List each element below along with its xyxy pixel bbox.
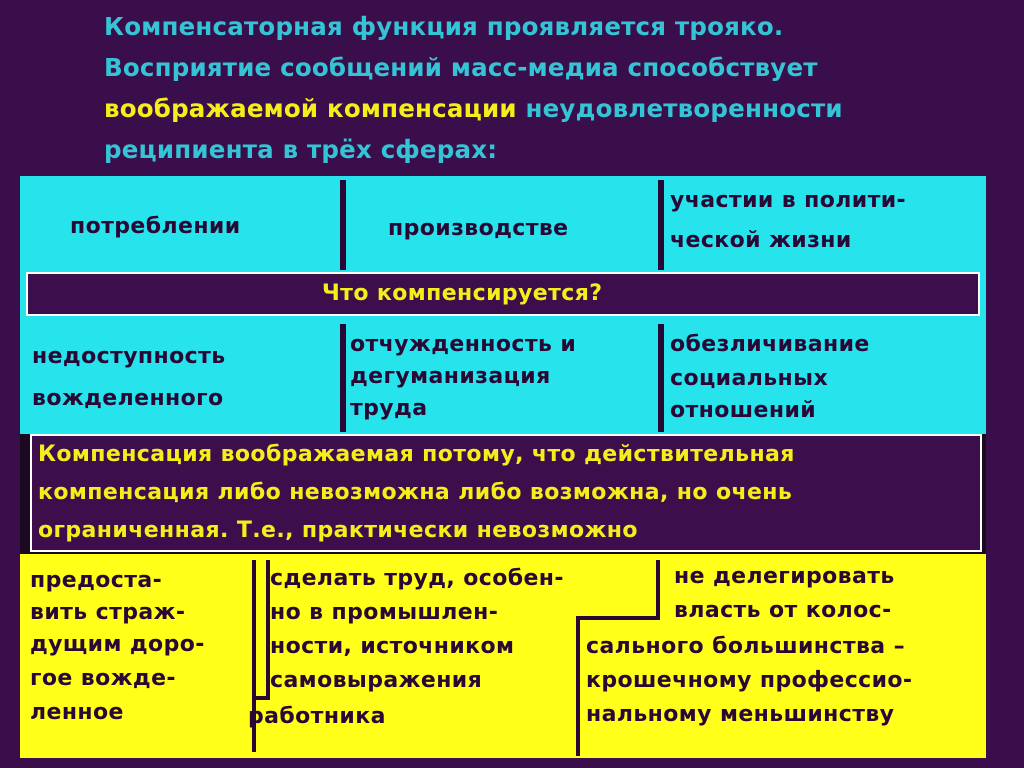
compensation-table	[20, 176, 986, 758]
sphere-politics-line-1: участии в полити-	[670, 188, 907, 213]
column-divider	[656, 560, 660, 616]
column-divider	[576, 616, 580, 756]
question-text: Что компенсируется?	[322, 281, 603, 306]
column-divider	[256, 696, 270, 700]
impossible-col1-line-4: гое вожде-	[30, 666, 176, 691]
slide-heading	[104, 6, 1004, 170]
impossible-col2-line-1: сделать труд, особен-	[270, 566, 564, 591]
column-divider	[340, 324, 346, 432]
column-divider	[658, 324, 664, 432]
compensated-col2-line-1: отчужденность и	[350, 332, 577, 357]
heading-highlight: воображаемой компенсации	[104, 94, 517, 123]
heading-line-3-rest: неудовлетворенности	[516, 94, 843, 123]
impossible-col3-line-3: сального большинства –	[586, 634, 905, 659]
impossible-col1-line-5: ленное	[30, 700, 124, 725]
heading-line-1: Компенсаторная функция проявляется трояко.	[104, 12, 784, 41]
impossible-col3-line-1: не делегировать	[674, 564, 895, 589]
impossible-col1-line-3: дущим доро-	[30, 632, 205, 657]
impossible-col1-line-2: вить страж-	[30, 600, 186, 625]
impossible-col2-line-3: ности, источником	[270, 634, 515, 659]
impossible-col3-line-2: власть от колос-	[674, 598, 892, 623]
column-divider	[340, 180, 346, 270]
column-divider	[576, 616, 660, 620]
impossible-col2-line-4: самовыражения	[270, 668, 483, 693]
compensated-col2-line-3: труда	[350, 396, 428, 421]
impossible-col3-line-4: крошечному профессио-	[586, 668, 913, 693]
compensated-col3-line-1: обезличивание	[670, 332, 870, 357]
explanation-line-1: Компенсация воображаемая потому, что действительная	[38, 442, 795, 467]
explanation-line-3: ограниченная. Т.е., практически невозможно	[38, 518, 638, 543]
sphere-consumption: потреблении	[70, 214, 241, 239]
impossible-col3-line-5: нальному меньшинству	[586, 702, 895, 727]
impossible-col2-line-5: работника	[248, 704, 386, 729]
explanation-line-2: компенсация либо невозможна либо возможна, но очень	[38, 480, 793, 505]
impossible-col1-line-1: предоста-	[30, 568, 163, 593]
compensated-col1-line-1: недоступность	[32, 344, 226, 369]
compensated-col3-line-2: социальных	[670, 366, 829, 391]
sphere-production: производстве	[388, 216, 569, 241]
heading-line-4: реципиента в трёх сферах:	[104, 135, 498, 164]
compensated-col3-line-3: отношений	[670, 398, 817, 423]
sphere-politics-line-2: ческой жизни	[670, 228, 852, 253]
column-divider	[658, 180, 664, 270]
heading-line-2: Восприятие сообщений масс-медиа способствует	[104, 53, 818, 82]
impossible-col2-line-2: но в промышлен-	[270, 600, 499, 625]
compensated-col2-line-2: дегуманизация	[350, 364, 551, 389]
heading-line-3	[104, 88, 1004, 129]
compensated-col1-line-2: вожделенного	[32, 386, 224, 411]
